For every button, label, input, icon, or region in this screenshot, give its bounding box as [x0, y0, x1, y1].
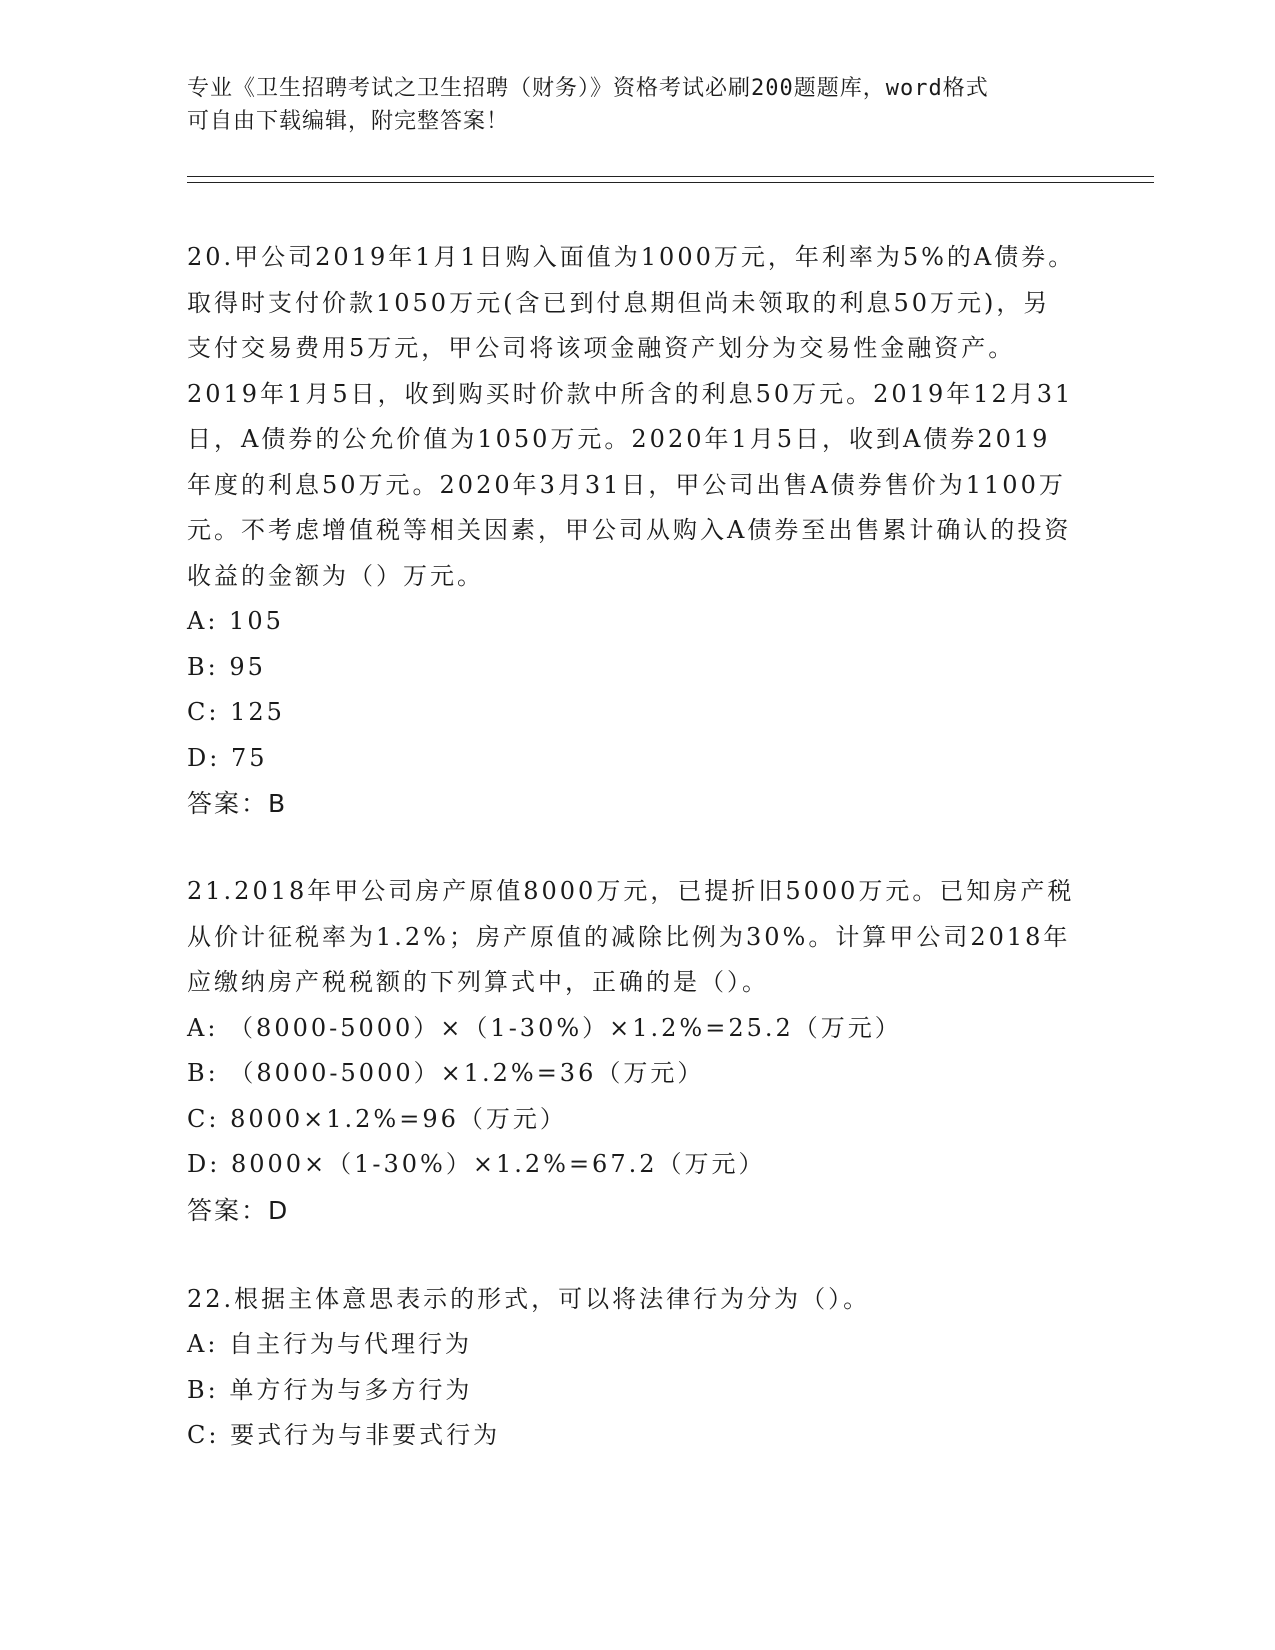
answer-label: 答案：D	[187, 1195, 290, 1225]
option-a: A: 自主行为与代理行为	[187, 1330, 473, 1358]
option-c: C: 要式行为与非要式行为	[187, 1421, 501, 1449]
question-20	[187, 235, 1087, 826]
document-header	[187, 72, 1067, 138]
header-line-2: 可自由下载编辑，附完整答案！	[187, 109, 510, 134]
question-list	[187, 235, 1087, 1459]
option-b: B: 单方行为与多方行为	[187, 1375, 473, 1404]
answer-label: 答案：B	[187, 789, 288, 818]
question-text: 21.2018年甲公司房产原值8000万元，已提折旧5000万元。已知房产税从价计征税率为1.2%；房产原值的减除比例为30%。计算甲公司2018年应缴纳房产税税额的下列算式中，正确的是（）。	[187, 877, 1075, 996]
question-21	[187, 869, 1087, 1233]
header-divider-top	[187, 176, 1154, 177]
spacer	[187, 1233, 1087, 1277]
question-text: 20.甲公司2019年1月1日购入面值为1000万元，年利率为5%的A债券。取得时支付价款1050万元(含已到付息期但尚未领取的利息50万元)，另支付交易费用5万元，甲公司将该项金融资产划分为交易性金融资产。2019年1月5日，收到购买时价款中所含的利息50万元。2019年12月31日，A债券的公允价值为1050万元。2020年1月5日，收到A债券2019年度的利息50万元。2020年3月31日，甲公司出售A债券售价为1100万元。不考虑增值税等相关因素，甲公司从购入A债券至出售累计确认的投资收益的金额为（）万元。	[187, 243, 1076, 590]
header-line-1: 专业《卫生招聘考试之卫生招聘（财务）》资格考试必刷200题题库，word格式	[187, 76, 989, 101]
question-text: 22.根据主体意思表示的形式，可以将法律行为分为（）。	[187, 1284, 871, 1313]
option-b: B: （8000-5000）×1.2%=36（万元）	[187, 1059, 705, 1087]
spacer	[187, 826, 1087, 869]
option-a: A: 105	[187, 607, 284, 635]
header-divider-bottom	[187, 182, 1154, 183]
option-b: B: 95	[187, 652, 266, 681]
question-22	[187, 1277, 1087, 1459]
option-a: A: （8000-5000）×（1-30%）×1.2%=25.2（万元）	[187, 1013, 902, 1042]
option-d: D: 75	[187, 743, 268, 772]
option-d: D: 8000×（1-30%）×1.2%=67.2（万元）	[187, 1150, 766, 1178]
option-c: C: 125	[187, 698, 285, 726]
option-c: C: 8000×1.2%=96（万元）	[187, 1104, 567, 1133]
